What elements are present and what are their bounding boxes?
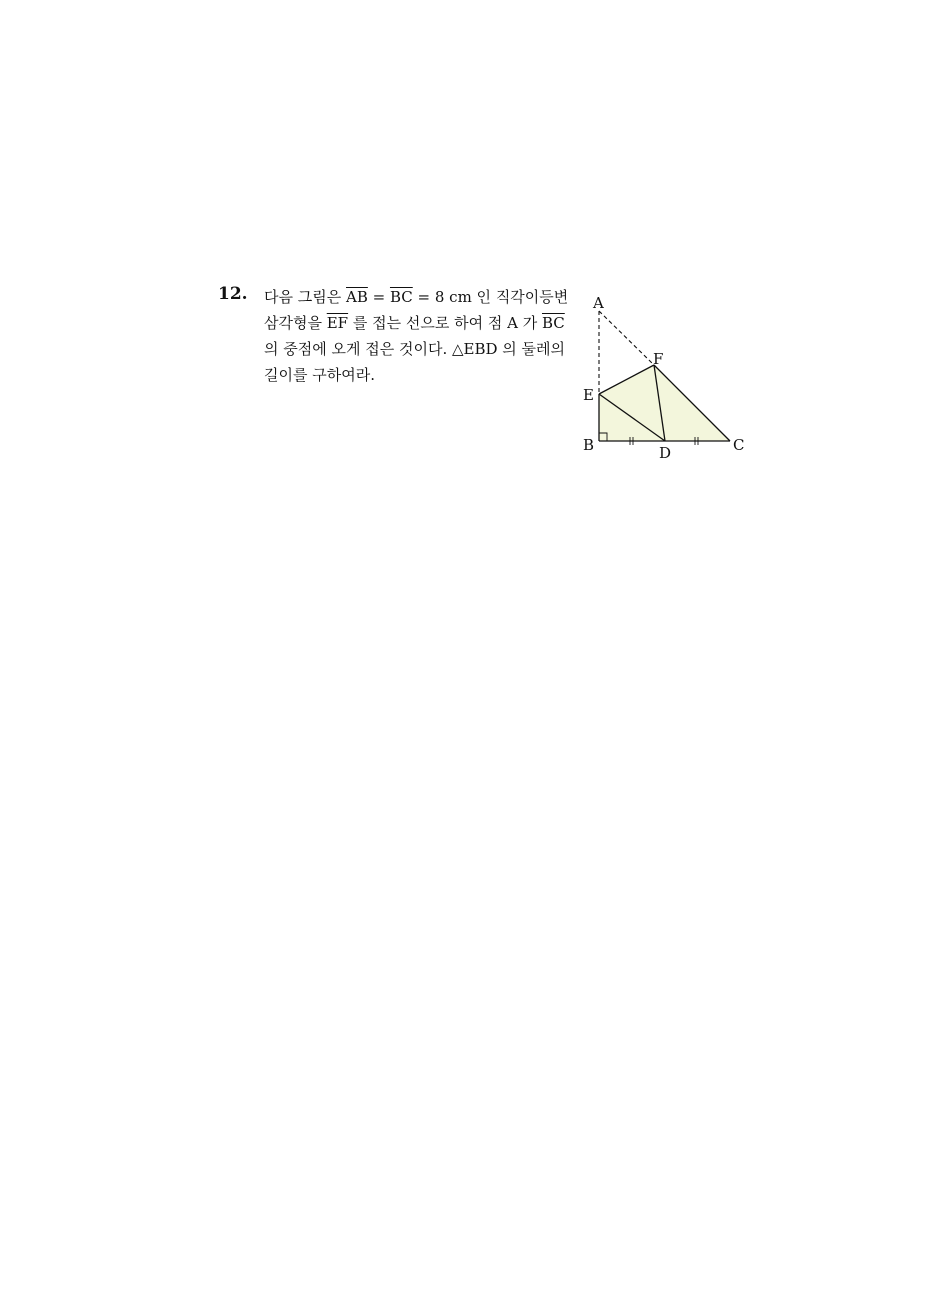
segment-ef: $\overline{EF}$: [326, 314, 349, 332]
problem-statement: [264, 284, 572, 388]
text-fragment: =: [367, 288, 390, 306]
problem-line-4: 길이를 구하여라.: [264, 366, 375, 384]
label-d: D: [659, 444, 672, 462]
text-fragment: 를 접는 선으로 하여 점 A 가: [348, 314, 542, 332]
label-c: C: [733, 436, 745, 454]
text-fragment: = 8 cm 인 직각이등변: [412, 288, 569, 306]
label-e: E: [583, 386, 594, 404]
segment-bc: $\overline{BC}$: [389, 288, 413, 306]
segment-bc-2: $\overline{BC}$: [541, 314, 565, 332]
segment-ab: $\overline{AB}$: [346, 288, 368, 306]
geometry-figure: [575, 288, 755, 468]
figure-canvas: [575, 288, 755, 468]
text-fragment: 다음 그림은: [264, 288, 346, 306]
label-a: A: [593, 294, 604, 312]
label-b: B: [583, 436, 595, 454]
problem-line-1: [264, 284, 572, 310]
dashed-segment-af: [599, 311, 654, 365]
problem-line-2: [264, 310, 572, 336]
problem-number: 12.: [218, 284, 248, 304]
label-f: F: [653, 350, 664, 368]
text-fragment: 삼각형을: [264, 314, 327, 332]
problem-line-3: 의 중점에 오게 접은 것이다. △EBD 의 둘레의: [264, 340, 566, 358]
